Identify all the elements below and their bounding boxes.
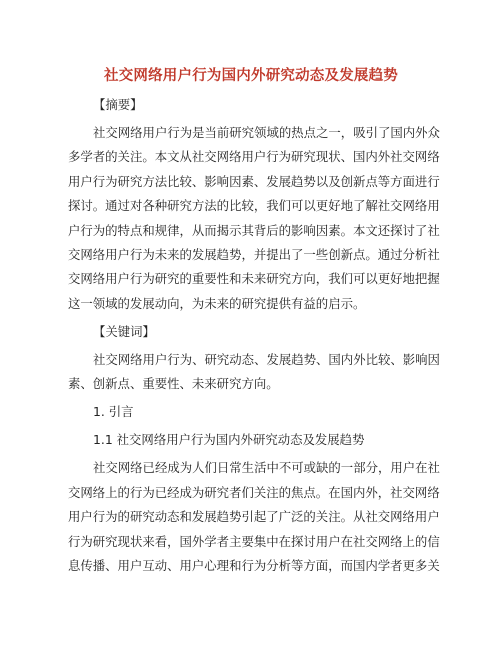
document-title: 社交网络用户行为国内外研究动态及发展趋势 xyxy=(104,68,398,84)
keywords-line: 素、创新点、重要性、未来研究方向。 xyxy=(68,376,279,391)
abstract-line: 多学者的关注。本文从社交网络用户行为研究现状、国内外社交网络 xyxy=(68,149,440,164)
abstract-line: 社交网络用户行为是当前研究领域的热点之一，吸引了国内外众 xyxy=(93,125,440,140)
keywords-line: 社交网络用户行为、研究动态、发展趋势、国内外比较、影响因 xyxy=(93,352,440,367)
body-line: 行为研究现状来看，国外学者主要集中在探讨用户在社交网络上的信 xyxy=(68,534,440,549)
abstract-line: 户行为的特点和规律，从而揭示其背后的影响因素。本文还探讨了社 xyxy=(68,223,440,238)
body-line: 交网络上的行为已经成为研究者们关注的焦点。在国内外，社交网络 xyxy=(68,485,440,500)
keywords-heading: 【关键词】 xyxy=(93,324,155,339)
section-heading-1-1: 1.1 社交网络用户行为国内外研究动态及发展趋势 xyxy=(93,432,365,447)
abstract-line: 交网络用户行为研究的重要性和未来研究方向，我们可以更好地把握 xyxy=(68,271,440,286)
body-line: 息传播、用户互动、用户心理和行为分析等方面，而国内学者更多关 xyxy=(68,558,440,573)
abstract-heading: 【摘要】 xyxy=(93,97,143,112)
abstract-line: 探讨。通过对各种研究方法的比较，我们可以更好地了解社交网络用 xyxy=(68,198,440,213)
abstract-line: 用户行为研究方法比较、影响因素、发展趋势以及创新点等方面进行 xyxy=(68,174,440,189)
body-line: 用户行为的研究动态和发展趋势引起了广泛的关注。从社交网络用户 xyxy=(68,509,440,524)
abstract-line: 交网络用户行为未来的发展趋势，并提出了一些创新点。通过分析社 xyxy=(68,247,440,262)
section-heading-1: 1. 引言 xyxy=(93,404,134,419)
body-line: 社交网络已经成为人们日常生活中不可或缺的一部分，用户在社 xyxy=(93,460,440,475)
abstract-line: 这一领域的发展动向，为未来的研究提供有益的启示。 xyxy=(68,296,366,311)
